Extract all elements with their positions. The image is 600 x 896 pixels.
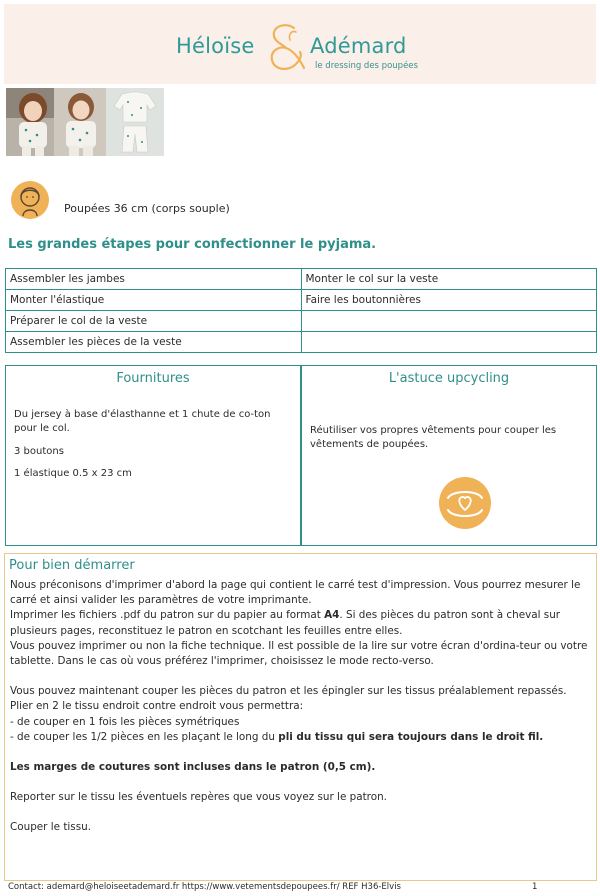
list-item: - de couper en 1 fois les pièces symétriques — [10, 715, 240, 728]
supplies-title: Fournitures — [116, 371, 190, 386]
step-cell: Préparer le col de la veste — [6, 311, 302, 332]
brand-logo — [4, 4, 596, 84]
doll-avatar-icon — [10, 180, 50, 220]
paragraph: Imprimer les fichiers .pdf du patron sur du papier au format A4. Si des pièces du patron sont à cheval sur plusieurs pages, reconstituez le patron en scotchant les feuilles entre elles. — [10, 609, 561, 637]
supply-item: 3 boutons — [14, 446, 64, 457]
supplies-box — [5, 365, 301, 546]
brand-name-right: Adémard — [310, 34, 407, 58]
paragraph: Vous pouvez imprimer ou non la fiche technique. Il est possible de la lire sur votre écran d'ordina-teur ou votre tablette. Dans le cas où vous préférez l'imprimer, choisissez le mode recto-verso. — [10, 639, 588, 668]
table-row — [6, 269, 597, 290]
step-cell: Assembler les jambes — [6, 269, 302, 290]
pyjama-photo[interactable] — [106, 88, 164, 156]
upcycling-text: Réutiliser vos propres vêtements pour couper les vêtements de poupées. — [310, 425, 557, 450]
header-banner — [4, 4, 596, 84]
list-item: - de couper les 1/2 pièces en les plaçant le long du pli du tissu qui sera toujours dans le droit fil. — [10, 730, 544, 743]
step-cell: Assembler les pièces de la veste — [6, 332, 302, 353]
footer-contact: Contact: ademard@heloiseetademard.fr https://www.vetementsdepoupees.fr/ REF H36-Elvis — [8, 882, 401, 892]
getting-started-title: Pour bien démarrer — [9, 558, 135, 573]
paragraph: Nous préconisons d'imprimer d'abord la page qui contient le carré test d'impression. Vous pourrez mesurer le carré et ainsi valider les paramètres de votre imprimante. — [10, 579, 581, 607]
step-cell: Monter l'élastique — [6, 290, 302, 311]
seam-allowance-note: Les marges de coutures sont incluses dans le patron (0,5 cm). — [10, 761, 376, 774]
getting-started-box — [4, 553, 597, 881]
paragraph: Couper le tissu. — [10, 821, 92, 834]
getting-started-body — [10, 578, 590, 836]
upcycling-title: L'astuce upcycling — [388, 371, 510, 386]
table-row — [6, 311, 597, 332]
brand-tagline: le dressing des poupées — [315, 61, 418, 71]
doll-photo-2[interactable] — [54, 88, 108, 156]
doll-size-label: Poupées 36 cm (corps souple) — [64, 202, 230, 215]
step-cell: Faire les boutonnières — [301, 290, 597, 311]
hands-heart-icon — [438, 476, 492, 530]
supply-item: 1 élastique 0.5 x 23 cm — [14, 468, 132, 479]
upcycling-box — [301, 365, 597, 546]
table-row — [6, 332, 597, 353]
doll-photo-1[interactable] — [6, 88, 60, 156]
step-cell — [301, 332, 597, 353]
paragraph: Reporter sur le tissu les éventuels repères que vous voyez sur le patron. — [10, 791, 387, 804]
ampersand-logo-icon — [260, 22, 310, 76]
page-number: 1 — [532, 882, 538, 892]
paragraph: Plier en 2 le tissu endroit contre endroit vous permettra: — [10, 700, 304, 713]
steps-table — [5, 268, 597, 353]
paragraph: Vous pouvez maintenant couper les pièces du patron et les épingler sur les tissus préalablement repassés. — [10, 685, 567, 698]
brand-name-left: Héloïse — [176, 34, 255, 58]
supply-item: Du jersey à base d'élasthanne et 1 chute de co-ton pour le col. — [14, 409, 271, 434]
step-cell — [301, 311, 597, 332]
table-row — [6, 290, 597, 311]
steps-heading: Les grandes étapes pour confectionner le pyjama. — [8, 237, 377, 252]
step-cell: Monter le col sur la veste — [301, 269, 597, 290]
